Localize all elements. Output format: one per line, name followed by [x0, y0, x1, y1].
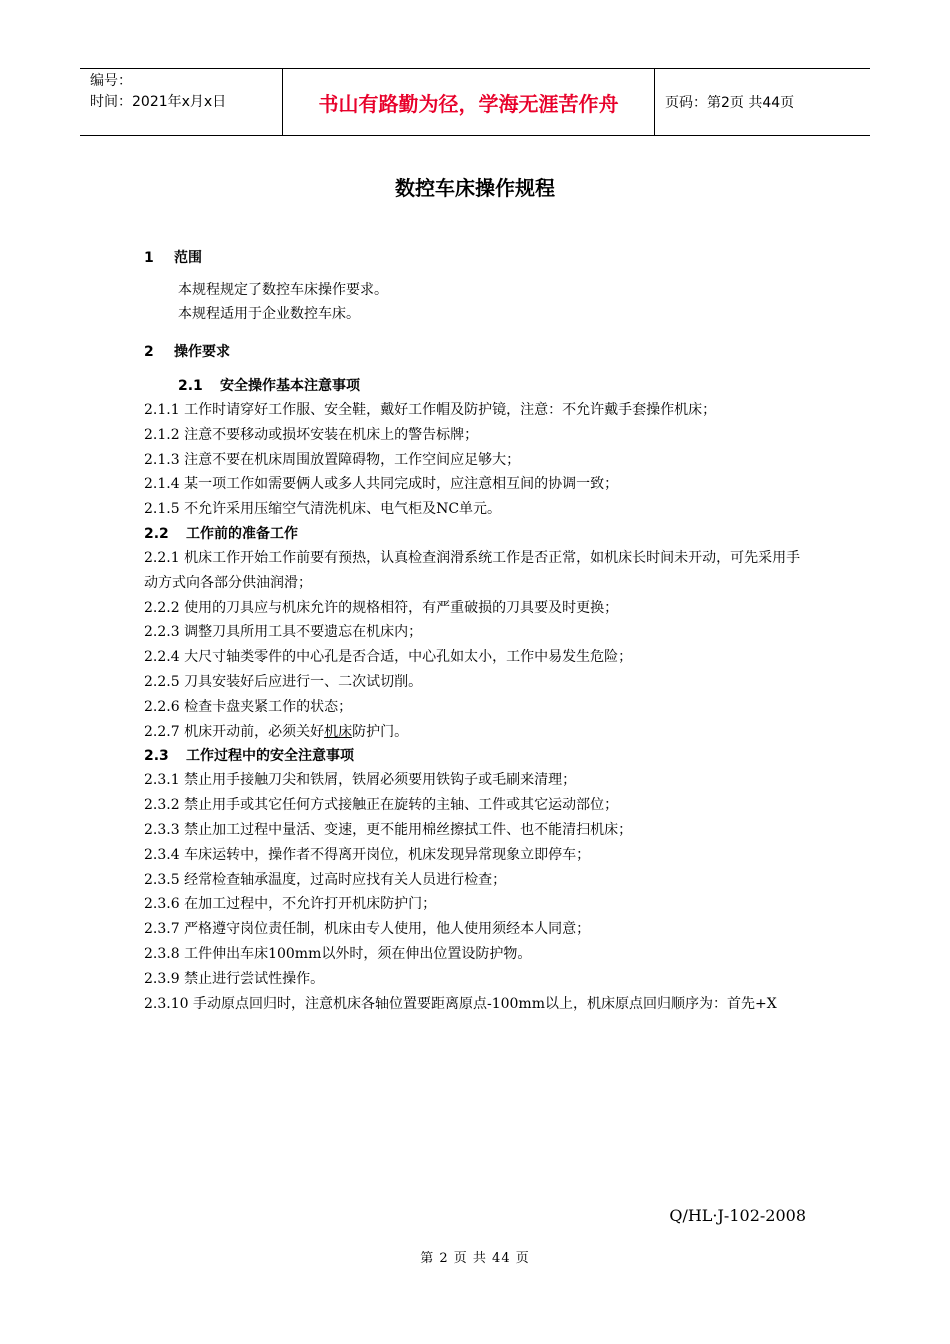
- time-label: 时间：2021年x月x日: [90, 94, 227, 110]
- list-item: 2.1.1 工作时请穿好工作服、安全鞋，戴好工作帽及防护镜，注意：不允许戴手套操作机床；: [144, 402, 717, 418]
- header-motto: 书山有路勤为径，学海无涯苦作舟: [282, 69, 655, 135]
- list-item: 2.3.5 经常检查轴承温度，过高时应找有关人员进行检查；: [144, 871, 507, 888]
- page-header: [80, 68, 870, 136]
- section-2-heading: 2 操作要求: [144, 344, 230, 360]
- subsection-2-2-heading: 2.2 工作前的准备工作: [144, 525, 298, 542]
- list-item: 2.2.6 检查卡盘夹紧工作的状态；: [144, 698, 353, 715]
- header-page-info: 页码：第2页 共44页: [665, 95, 795, 111]
- list-item: 2.2.3 调整刀具所用工具不要遗忘在机床内；: [144, 624, 423, 641]
- list-item: 2.1.2 注意不要移动或损坏安装在机床上的警告标牌；: [144, 426, 479, 443]
- section-1-para-1: 本规程规定了数控车床操作要求。: [178, 282, 388, 298]
- list-item: 2.1.5 不允许采用压缩空气清洗机床、电气柜及NC单元。: [144, 501, 502, 518]
- list-item: 2.2.7 机床开动前，必须关好机床防护门。: [144, 723, 409, 740]
- list-item: 2.1.4 某一项工作如需要俩人或多人共同完成时，应注意相互间的协调一致；: [144, 476, 619, 493]
- subsection-2-3-heading: 2.3 工作过程中的安全注意事项: [144, 748, 354, 765]
- header-meta: [80, 69, 282, 135]
- page-footer: 第 2 页 共 44 页: [420, 1251, 530, 1266]
- section-1-heading: 1 范围: [144, 250, 202, 266]
- list-item: 2.3.7 严格遵守岗位责任制，机床由专人使用，他人使用须经本人同意；: [144, 921, 591, 938]
- subsection-2-1-heading: 2.1 安全操作基本注意事项: [178, 378, 360, 394]
- underlined-term: 机床: [324, 723, 353, 740]
- list-item: 2.1.3 注意不要在机床周围放置障碍物，工作空间应足够大；: [144, 451, 521, 468]
- list-item: 2.3.4 车床运转中，操作者不得离开岗位，机床发现异常现象立即停车；: [144, 846, 591, 863]
- list-item: 2.3.1 禁止用手接触刀尖和铁屑，铁屑必须要用铁钩子或毛刷来清理；: [144, 772, 577, 789]
- list-item: 2.3.9 禁止进行尝试性操作。: [144, 970, 325, 987]
- list-item: 2.3.6 在加工过程中，不允许打开机床防护门；: [144, 896, 437, 913]
- list-item: 2.3.2 禁止用手或其它任何方式接触正在旋转的主轴、工件或其它运动部位；: [144, 797, 619, 814]
- list-item: 2.2.2 使用的刀具应与机床允许的规格相符，有严重破损的刀具要及时更换；: [144, 599, 619, 616]
- document-number: Q/HL·J-102-2008: [669, 1206, 806, 1225]
- list-item: 2.3.3 禁止加工过程中量活、变速，更不能用棉丝擦拭工件、也不能清扫机床；: [144, 821, 633, 838]
- document-title: 数控车床操作规程: [395, 176, 555, 200]
- list-item: 2.2.5 刀具安装好后应进行一、二次试切削。: [144, 673, 423, 690]
- list-item: 2.2.4 大尺寸轴类零件的中心孔是否合适，中心孔如太小，工作中易发生危险；: [144, 649, 633, 666]
- list-item: 2.3.10 手动原点回归时，注意机床各轴位置要距离原点-100mm以上，机床原点回归顺序为：首先+X: [144, 995, 777, 1012]
- list-item: 2.2.1 机床工作开始工作前要有预热，认真检查润滑系统工作是否正常，如机床长时间未开动，可先采用手动方式向各部分供油润滑；: [144, 549, 801, 591]
- list-item: 2.3.8 工件伸出车床100mm以外时，须在伸出位置设防护物。: [144, 945, 532, 962]
- section-1-para-2: 本规程适用于企业数控车床。: [178, 306, 360, 322]
- document-body: [144, 246, 814, 1016]
- number-label: 编号：: [90, 73, 132, 89]
